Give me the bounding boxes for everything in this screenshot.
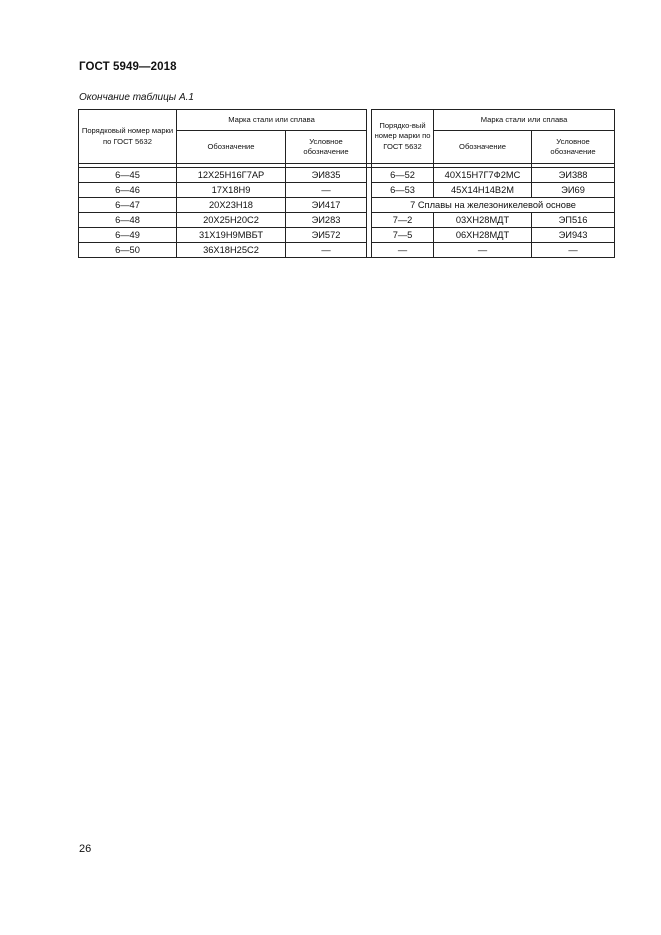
header-left-conventional: Условное обозначение: [286, 131, 367, 164]
cell-left-designation: 20Х23Н18: [177, 198, 286, 213]
cell-left-number: 6—46: [79, 183, 177, 198]
cell-right-designation: 45Х14Н14В2М: [434, 183, 532, 198]
header-right-number: Порядко-вый номер марки по ГОСТ 5632: [372, 110, 434, 164]
table-row: [79, 213, 615, 228]
cell-right-designation: 06ХН28МДТ: [434, 228, 532, 243]
header-right-group: Марка стали или сплава: [434, 110, 615, 131]
cell-right-conventional: ЭП516: [532, 213, 615, 228]
cell-left-designation: 31Х19Н9МВБТ: [177, 228, 286, 243]
header-left-designation: Обозначение: [177, 131, 286, 164]
cell-left-designation: 20Х25Н20С2: [177, 213, 286, 228]
cell-right-number: 7—5: [372, 228, 434, 243]
cell-left-number: 6—49: [79, 228, 177, 243]
cell-right-conventional: —: [532, 243, 615, 258]
page-number: 26: [79, 843, 92, 855]
cell-left-designation: 36Х18Н25С2: [177, 243, 286, 258]
cell-right-number: 6—53: [372, 183, 434, 198]
cell-right-conventional: ЭИ69: [532, 183, 615, 198]
table-caption: Окончание таблицы А.1: [79, 92, 194, 103]
cell-left-conventional: ЭИ835: [286, 168, 367, 183]
steel-grades-table: [78, 109, 615, 258]
cell-left-number: 6—45: [79, 168, 177, 183]
cell-left-conventional: ЭИ417: [286, 198, 367, 213]
cell-right-conventional: ЭИ388: [532, 168, 615, 183]
cell-left-designation: 12Х25Н16Г7АР: [177, 168, 286, 183]
table-row: [79, 228, 615, 243]
cell-right-number: 6—52: [372, 168, 434, 183]
cell-right-designation: —: [434, 243, 532, 258]
table-row: [79, 168, 615, 183]
cell-left-designation: 17Х18Н9: [177, 183, 286, 198]
header-right-conventional: Условное обозначение: [532, 131, 615, 164]
cell-left-number: 6—50: [79, 243, 177, 258]
table-row: [79, 243, 615, 258]
section-heading-iron-nickel: 7 Сплавы на железоникелевой основе: [372, 198, 615, 213]
cell-left-number: 6—47: [79, 198, 177, 213]
cell-left-conventional: ЭИ572: [286, 228, 367, 243]
header-left-number: Порядковый номер марки по ГОСТ 5632: [79, 110, 177, 164]
cell-left-number: 6—48: [79, 213, 177, 228]
document-header: ГОСТ 5949—2018: [79, 61, 177, 73]
header-right-designation: Обозначение: [434, 131, 532, 164]
cell-right-number: 7—2: [372, 213, 434, 228]
cell-left-conventional: —: [286, 243, 367, 258]
cell-left-conventional: —: [286, 183, 367, 198]
table-row: [79, 198, 615, 213]
cell-left-conventional: ЭИ283: [286, 213, 367, 228]
cell-right-designation: 40Х15Н7Г7Ф2МС: [434, 168, 532, 183]
cell-right-number: —: [372, 243, 434, 258]
table-row: [79, 183, 615, 198]
cell-right-designation: 03ХН28МДТ: [434, 213, 532, 228]
cell-right-conventional: ЭИ943: [532, 228, 615, 243]
header-left-group: Марка стали или сплава: [177, 110, 367, 131]
